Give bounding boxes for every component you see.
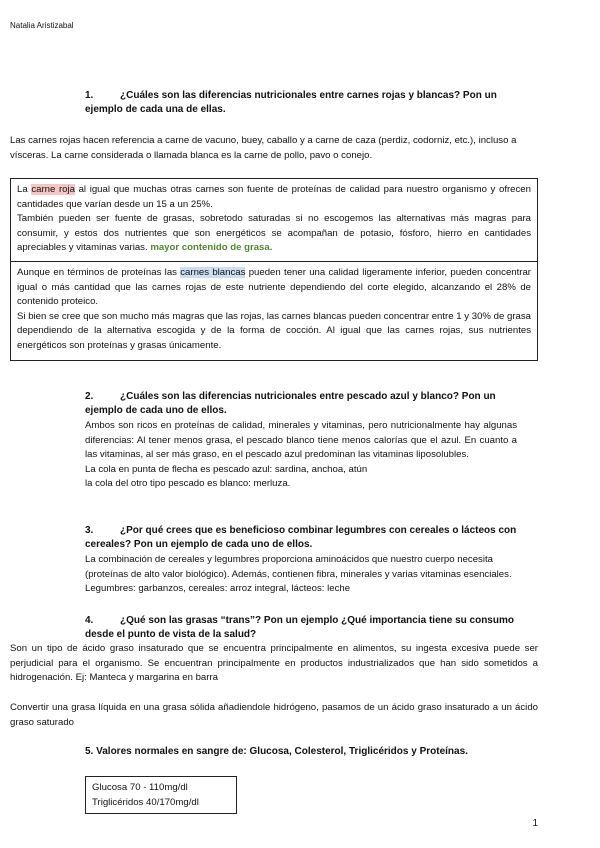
question-3-body: La combinación de cereales y legumbres proporciona aminoácidos que nuestro cuerpo necesita (proteínas de alto valor biológico). Además, contienen fibra, minerales y varias vitaminas esenciales. Legumbres: garbanzos, cereales: arroz integral, lácteos: leche: [85, 554, 512, 594]
red-meat-box: [10, 178, 538, 262]
question-4-title: [85, 614, 520, 642]
question-2-body: [85, 419, 517, 492]
red-meat-green-note: mayor contenido de grasa.: [150, 242, 273, 253]
white-meat-pre: Aunque en términos de proteínas las: [17, 267, 181, 278]
white-meat-fats: Si bien se cree que son mucho más magras que las rojas, las carnes blancas pueden concentrar entre 1 y 30% de grasa dependiendo de la alternativa escogida y de la forma de cocción. Al igual que las carnes rojas, sus nutrientes energéticos son proteínas y grasas únicamente.: [17, 310, 531, 351]
question-2-answer: Ambos son ricos en proteínas de calidad, minerales y vitaminas, pero nutricionalmente hay algunas diferencias: Al tener menos grasa, el pescado blanco tiene menos calorías que el azul. En cuanto a las vitaminas, al ser más graso, en el pescado azul predominan las vitaminas liposolubles.: [85, 420, 517, 460]
white-meat-highlight: carnes blancas: [180, 267, 246, 278]
question-4-text: ¿Qué son las grasas “trans”? Pon un ejemplo ¿Qué importancia tiene su consumo desde el punto de vista de la salud?: [85, 615, 514, 640]
white-meat-box: [10, 261, 538, 361]
red-meat-fats: También pueden ser fuente de grasas, sobretodo saturadas si no escogemos las alternativas más magras para consumir, y estos dos nutrientes que son energéticos se acompañan de potasio, fósforo, hierro en cantidades apreciables y vitaminas varias.: [17, 213, 531, 253]
question-2-title: [85, 390, 520, 418]
question-2-number: 2.: [85, 391, 94, 402]
question-4-body: Son un tipo de ácido graso insaturado que se encuentra principalmente en alimentos, su ingesta excesiva puede ser perjudicial para el organismo. Se encuentran principalmente en productos industrializados que han sido sometidos a hidrogenación. Ej: Manteca y margarina en barra: [10, 643, 538, 683]
triglycerides-value: Triglicéridos 40/170mg/dl: [92, 796, 199, 808]
question-1-number: 1.: [85, 90, 94, 101]
question-4-number: 4.: [85, 615, 94, 626]
red-meat-post: al igual que muchas otras carnes son fuente de proteínas de calidad para nuestro organismo y ofrecen cantidades que varían desde un 15 a un 25%.: [17, 184, 531, 210]
question-5-title: 5. Valores normales en sangre de: Glucosa, Colesterol, Triglicéridos y Proteínas.: [85, 746, 468, 757]
question-2-white-fish: la cola del otro tipo pescado es blanco: merluza.: [85, 478, 291, 489]
white-meat-post: pueden tener una calidad ligeramente inferior, pueden concentrar igual o más cantidad que las carnes rojas de este nutriente dependiendo del corte elegido, alcanzando el 28% de contenido proteico.: [17, 267, 532, 307]
author-name: Natalia Aristizabal: [10, 21, 74, 30]
red-meat-pre: La: [17, 184, 32, 195]
glucose-value: Glucosa 70 - 110mg/dl: [92, 782, 188, 793]
question-3-text: ¿Por qué crees que es beneficioso combinar legumbres con cereales o lácteos con cereales? Pon un ejemplo de cada uno de ellos.: [85, 525, 517, 550]
question-2-blue-fish: La cola en punta de flecha es pescado azul: sardina, anchoa, atún: [85, 463, 368, 475]
red-meat-highlight: carne roja: [31, 184, 75, 195]
question-1-intro: Las carnes rojas hacen referencia a carne de vacuno, buey, caballo y a carne de caza (perdiz, codorniz, etc.), incluso a vísceras. La carne considerada o llamada blanca es la carne de pollo, pavo o conejo.: [10, 135, 517, 161]
question-3-number: 3.: [85, 525, 94, 536]
page-number: 1: [532, 818, 538, 829]
question-4-body-2: Convertir una grasa líquida en una grasa sólida añadiendole hidrógeno, pasamos de un ácido graso insaturado a un ácido graso saturado: [10, 702, 538, 728]
blood-values-box: [85, 776, 237, 814]
question-2-text: ¿Cuáles son las diferencias nutricionales entre pescado azul y blanco? Pon un ejemplo de cada uno de ellos.: [85, 391, 496, 416]
question-1-text: ¿Cuáles son las diferencias nutricionales entre carnes rojas y blancas? Pon un ejemplo de cada una de ellas.: [85, 90, 497, 115]
question-1-title: [85, 89, 520, 117]
question-3-title: [85, 524, 520, 552]
